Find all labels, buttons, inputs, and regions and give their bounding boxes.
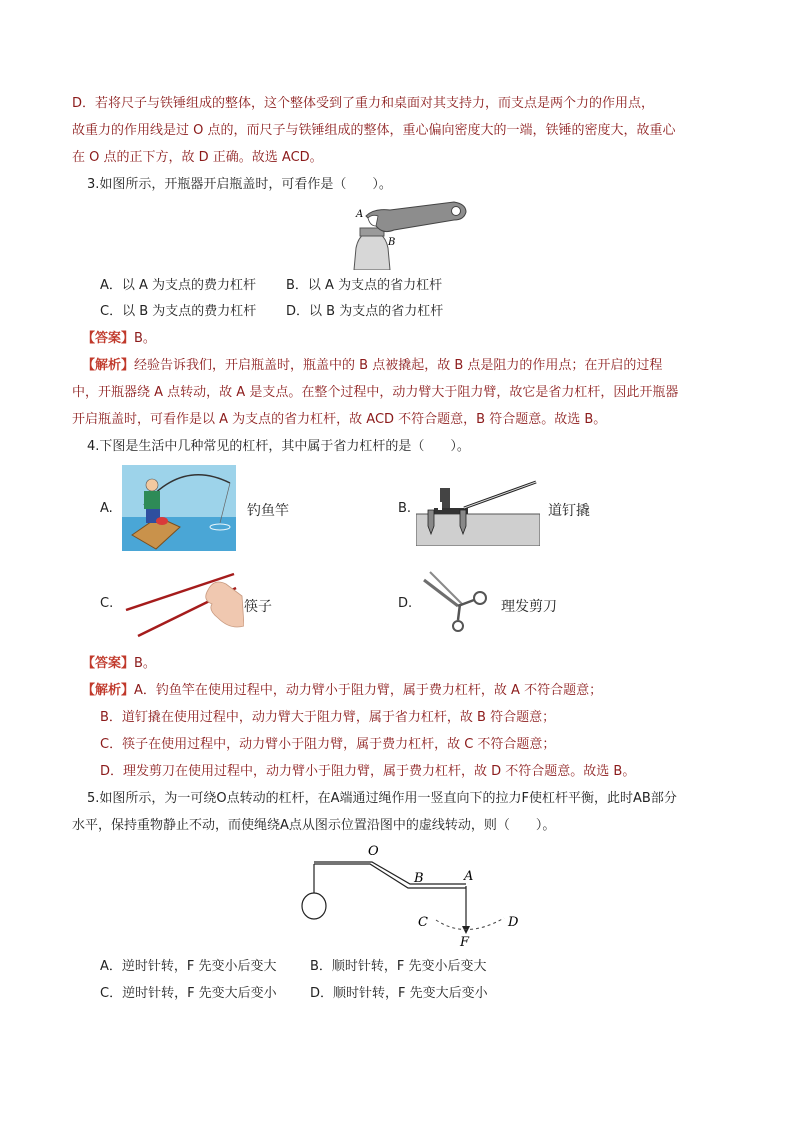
q4-analysis-line-1: [82, 681, 602, 701]
point-c-label: C: [418, 915, 428, 930]
analysis-text: 经验告诉我们，开启瓶盖时，瓶盖中的 B 点被撬起，故 B 点是阻力的作用点；在开启的过程: [134, 358, 663, 373]
answer-tag: 【答案】: [82, 656, 135, 671]
q4-analysis-line-3: C．筷子在使用过程中，动力臂小于阻力臂，属于费力杠杆，故 C 不符合题意；: [100, 737, 556, 752]
scissors-image: [420, 570, 496, 632]
q5-option-a: A．逆时针转，F 先变小后变大: [100, 959, 277, 974]
point-o-label: O: [368, 844, 379, 859]
q5-stem-line-2: 水平，保持重物静止不动，而使绳绕A点从图示位置沿图中的虚线转动，则（ ）。: [72, 818, 556, 833]
chopsticks-image: [122, 566, 244, 638]
lever-diagram: [296, 842, 532, 950]
q3-analysis-line-3: 开启瓶盖时，可看作是以 A 为支点的省力杠杆，故 ACD 不符合题意，B 符合题意。故选 B。: [72, 412, 607, 427]
q5-stem-line-1: 5.如图所示，为一可绕O点转动的杠杆，在A端通过绳作用一竖直向下的拉力F使杠杆平衡，此时AB部分: [87, 791, 677, 806]
q4-option-c-letter: C.: [100, 596, 114, 611]
q5-option-b: B．顺时针转，F 先变小后变大: [310, 959, 487, 974]
q4-option-b-caption: 道钉撬: [548, 503, 590, 519]
point-d-label: D: [508, 915, 519, 930]
analysis-tag: 【解析】: [82, 683, 135, 698]
q3-stem: 3.如图所示，开瓶器开启瓶盖时，可看作是（ ）。: [87, 177, 392, 192]
q5-option-c: C．逆时针转，F 先变大后变小: [100, 986, 277, 1001]
fishing-rod-image: [122, 465, 236, 551]
q3-option-b: B．以 A 为支点的省力杠杆: [286, 278, 443, 293]
fig-label-b: B: [388, 237, 396, 248]
q4-stem: 4.下图是生活中几种常见的杠杆，其中属于省力杠杆的是（ ）。: [87, 439, 470, 454]
q4-analysis-line-2: B．道钉撬在使用过程中，动力臂大于阻力臂，属于省力杠杆，故 B 符合题意；: [100, 710, 556, 725]
q4-option-c-caption: 筷子: [244, 599, 272, 615]
q3-option-c: C．以 B 为支点的费力杠杆: [100, 304, 257, 319]
q3-option-a: A．以 A 为支点的费力杠杆: [100, 278, 257, 293]
q4-option-a-letter: A.: [100, 501, 113, 516]
spike-puller-image: [416, 480, 540, 546]
analysis-text: A．钓鱼竿在使用过程中，动力臂小于阻力臂，属于费力杠杆，故 A 不符合题意；: [134, 683, 603, 698]
answer-tag: 【答案】: [82, 331, 135, 346]
q3-answer: [82, 329, 156, 349]
q2-analysis-line-1: D．若将尺子与铁锤组成的整体，这个整体受到了重力和桌面对其支持力，而支点是两个力的作用点，: [72, 96, 655, 111]
q4-option-a-caption: 钓鱼竿: [247, 503, 289, 519]
bottle-opener-figure: [350, 200, 470, 270]
q3-analysis-line-2: 中，开瓶器绕 A 点转动，故 A 是支点。在整个过程中，动力臂大于阻力臂，故它是省力杠杆，因此开瓶器: [72, 385, 679, 400]
q4-option-d-letter: D.: [398, 596, 413, 611]
q4-option-d-caption: 理发剪刀: [501, 599, 557, 615]
q2-analysis-line-2: 故重力的作用线是过 O 点的，而尺子与铁锤组成的整体，重心偏向密度大的一端，铁锤的密度大，故重心: [72, 123, 676, 138]
q3-option-d: D．以 B 为支点的省力杠杆: [286, 304, 444, 319]
q4-analysis-line-4: D．理发剪刀在使用过程中，动力臂小于阻力臂，属于费力杠杆，故 D 不符合题意。故选 B。: [100, 764, 636, 779]
q3-analysis-line-1: [82, 356, 662, 376]
force-f-label: F: [460, 935, 470, 950]
q4-option-b-letter: B.: [398, 501, 412, 516]
q4-answer: [82, 654, 156, 674]
fig-label-a: A: [356, 209, 364, 220]
q5-option-d: D．顺时针转，F 先变大后变小: [310, 986, 488, 1001]
point-a-label: A: [464, 869, 474, 884]
q2-analysis-line-3: 在 O 点的正下方，故 D 正确。故选 ACD。: [72, 150, 323, 165]
point-b-label: B: [414, 871, 424, 886]
answer-value: B。: [134, 331, 156, 346]
answer-value: B。: [134, 656, 156, 671]
analysis-tag: 【解析】: [82, 358, 135, 373]
